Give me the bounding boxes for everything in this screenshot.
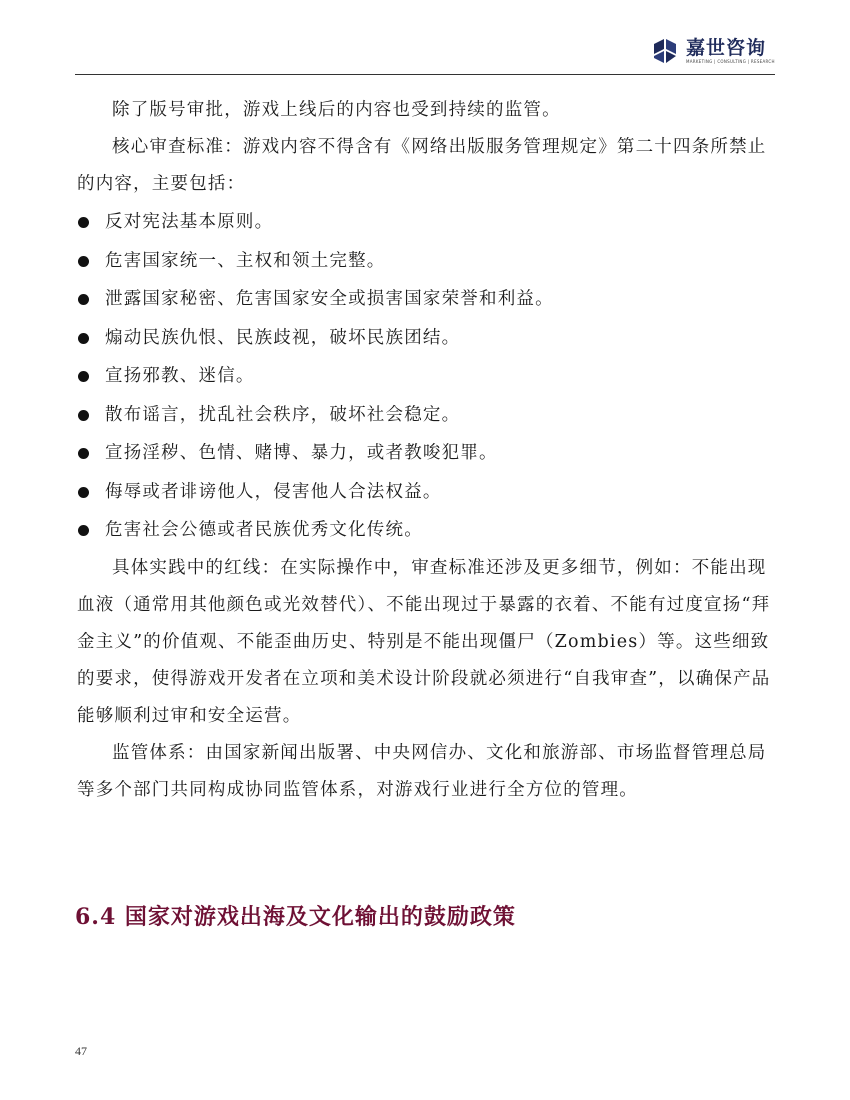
bullet-dot-icon [78, 487, 89, 498]
list-item [77, 280, 777, 319]
supervision-paragraph: 监管体系：由国家新闻出版署、中央网信办、文化和旅游部、市场监督管理总局等多个部门共同构成协同监管体系，对游戏行业进行全方位的管理。 [77, 742, 767, 800]
list-item [77, 319, 777, 358]
list-item [77, 357, 777, 396]
list-item [77, 434, 777, 473]
brand-tagline: MARKETING | CONSULTING | RESEARCH [686, 59, 775, 64]
list-item-text: 危害社会公德或者民族优秀文化传统。 [105, 520, 423, 540]
list-item [77, 473, 777, 512]
bullet-dot-icon [78, 371, 89, 382]
list-item-text: 宣扬邪教、迷信。 [105, 366, 255, 386]
page-header [0, 0, 850, 78]
intro-paragraph: 除了版号审批，游戏上线后的内容也受到持续的监管。 [112, 100, 561, 120]
page-number: 47 [75, 1044, 87, 1058]
bullet-dot-icon [78, 217, 89, 228]
list-item [77, 242, 777, 281]
brand-name: 嘉世咨询 [686, 37, 767, 59]
prohibited-content-list [77, 203, 777, 550]
list-item-text: 煽动民族仇恨、民族歧视，破坏民族团结。 [105, 327, 461, 348]
list-item-text: 泄露国家秘密、危害国家安全或损害国家荣誉和利益。 [105, 289, 554, 309]
page-body [77, 92, 777, 809]
list-item-text: 散布谣言，扰乱社会秩序，破坏社会稳定。 [105, 404, 461, 425]
list-item [77, 511, 777, 550]
list-item-text: 侮辱或者诽谤他人，侵害他人合法权益。 [105, 481, 442, 502]
list-item-text: 宣扬淫秽、色情、赌博、暴力，或者教唆犯罪。 [105, 443, 498, 463]
core-standard-paragraph: 核心审查标准：游戏内容不得含有《网络出版服务管理规定》第二十四条所禁止的内容，主要包括： [77, 137, 767, 194]
bullet-dot-icon [78, 448, 89, 459]
list-item-text: 反对宪法基本原则。 [105, 212, 274, 232]
list-item-text: 危害国家统一、主权和领土完整。 [105, 250, 386, 271]
bullet-dot-icon [78, 525, 89, 536]
section-heading: 6.4 国家对游戏出海及文化输出的鼓励政策 [75, 904, 516, 930]
list-item [77, 396, 777, 435]
bullet-dot-icon [78, 410, 89, 421]
red-lines-paragraph: 具体实践中的红线：在实际操作中，审查标准还涉及更多细节，例如：不能出现血液（通常用其他颜色或光效替代）、不能出现过于暴露的衣着、不能有过度宣扬“拜金主义”的价值观、不能歪曲历史、特别是不能出现僵尸（Zombies）等。这些细致的要求，使得游戏开发者在立项和美术设计阶段就必须进行“自我审查”，以确保产品能够顺利过审和安全运营。 [77, 557, 771, 726]
brand-mark-icon [650, 36, 680, 66]
bullet-dot-icon [78, 294, 89, 305]
header-divider [75, 74, 775, 75]
list-item [77, 203, 777, 242]
bullet-dot-icon [78, 333, 89, 344]
bullet-dot-icon [78, 256, 89, 267]
brand-logo [650, 36, 775, 66]
